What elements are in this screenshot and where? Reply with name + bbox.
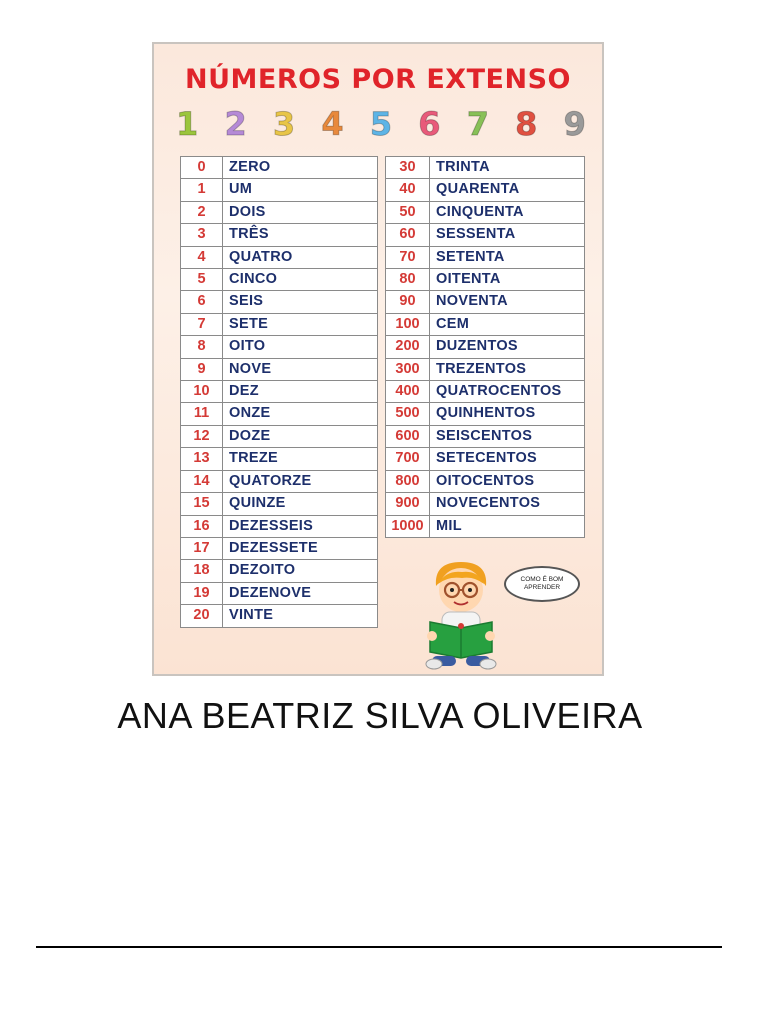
table-row xyxy=(386,358,585,380)
table-row xyxy=(386,313,585,335)
table-row xyxy=(181,403,378,425)
table-row xyxy=(386,291,585,313)
table-row xyxy=(386,201,585,223)
word-cell: QUATORZE xyxy=(223,470,378,492)
word-cell: CINCO xyxy=(223,269,378,291)
word-cell: DUZENTOS xyxy=(430,336,585,358)
number-cell: 30 xyxy=(386,157,430,179)
word-cell: SETENTA xyxy=(430,246,585,268)
decorative-digit-2: 2 xyxy=(224,105,247,143)
number-cell: 100 xyxy=(386,313,430,335)
word-cell: DEZESSEIS xyxy=(223,515,378,537)
number-cell: 18 xyxy=(181,560,223,582)
table-row xyxy=(386,336,585,358)
table-row xyxy=(181,157,378,179)
number-cell: 500 xyxy=(386,403,430,425)
table-row xyxy=(181,448,378,470)
word-cell: QUARENTA xyxy=(430,179,585,201)
table-row xyxy=(386,224,585,246)
word-cell: TREZENTOS xyxy=(430,358,585,380)
word-cell: MIL xyxy=(430,515,585,537)
number-cell: 400 xyxy=(386,381,430,403)
student-name: ANA BEATRIZ SILVA OLIVEIRA xyxy=(117,695,643,736)
table-row xyxy=(181,224,378,246)
table-row xyxy=(181,582,378,604)
decorative-digit-5: 5 xyxy=(369,105,393,143)
number-cell: 300 xyxy=(386,358,430,380)
number-cell: 90 xyxy=(386,291,430,313)
word-cell: VINTE xyxy=(223,605,378,627)
word-cell: QUINZE xyxy=(223,493,378,515)
word-cell: SETE xyxy=(223,313,378,335)
word-cell: CEM xyxy=(430,313,585,335)
table-row xyxy=(181,381,378,403)
table-row xyxy=(181,470,378,492)
word-cell: DOZE xyxy=(223,425,378,447)
word-cell: OITO xyxy=(223,336,378,358)
word-cell: OITOCENTOS xyxy=(430,470,585,492)
word-cell: UM xyxy=(223,179,378,201)
table-row xyxy=(386,470,585,492)
word-cell: SEISCENTOS xyxy=(430,425,585,447)
word-cell: NOVE xyxy=(223,358,378,380)
number-cell: 14 xyxy=(181,470,223,492)
decorative-digits-row xyxy=(176,104,586,144)
table-row xyxy=(181,515,378,537)
number-cell: 1000 xyxy=(386,515,430,537)
reading-boy-illustration xyxy=(416,556,506,672)
table-row xyxy=(386,157,585,179)
decorative-digit-7: 7 xyxy=(466,105,489,143)
number-cell: 6 xyxy=(181,291,223,313)
speech-bubble: COMO É BOM APRENDER xyxy=(504,566,580,602)
poster-title: NÚMEROS POR EXTENSO xyxy=(185,64,571,95)
table-row xyxy=(386,425,585,447)
number-cell: 7 xyxy=(181,313,223,335)
number-cell: 13 xyxy=(181,448,223,470)
table-row xyxy=(181,201,378,223)
word-cell: DOIS xyxy=(223,201,378,223)
number-cell: 50 xyxy=(386,201,430,223)
word-cell: DEZOITO xyxy=(223,560,378,582)
table-row xyxy=(181,358,378,380)
word-cell: QUATROCENTOS xyxy=(430,381,585,403)
word-cell: NOVECENTOS xyxy=(430,493,585,515)
number-cell: 9 xyxy=(181,358,223,380)
number-cell: 5 xyxy=(181,269,223,291)
numbers-table-right xyxy=(385,156,585,538)
word-cell: DEZESSETE xyxy=(223,537,378,559)
word-cell: ONZE xyxy=(223,403,378,425)
decorative-digit-8: 8 xyxy=(515,105,538,143)
word-cell: DEZENOVE xyxy=(223,582,378,604)
number-cell: 40 xyxy=(386,179,430,201)
number-cell: 16 xyxy=(181,515,223,537)
word-cell: TRINTA xyxy=(430,157,585,179)
number-cell: 60 xyxy=(386,224,430,246)
number-cell: 900 xyxy=(386,493,430,515)
number-cell: 800 xyxy=(386,470,430,492)
word-cell: TREZE xyxy=(223,448,378,470)
number-cell: 80 xyxy=(386,269,430,291)
table-row xyxy=(181,537,378,559)
word-cell: SEIS xyxy=(223,291,378,313)
number-cell: 700 xyxy=(386,448,430,470)
decorative-digit-9: 9 xyxy=(563,105,586,143)
table-row xyxy=(181,560,378,582)
word-cell: ZERO xyxy=(223,157,378,179)
word-cell: SESSENTA xyxy=(430,224,585,246)
number-cell: 4 xyxy=(181,246,223,268)
table-row xyxy=(181,425,378,447)
number-cell: 19 xyxy=(181,582,223,604)
table-row xyxy=(386,448,585,470)
table-row xyxy=(181,493,378,515)
word-cell: SETECENTOS xyxy=(430,448,585,470)
word-cell: QUATRO xyxy=(223,246,378,268)
number-cell: 2 xyxy=(181,201,223,223)
table-row xyxy=(181,313,378,335)
number-cell: 600 xyxy=(386,425,430,447)
number-cell: 10 xyxy=(181,381,223,403)
table-row xyxy=(181,269,378,291)
table-row xyxy=(181,605,378,627)
number-cell: 200 xyxy=(386,336,430,358)
table-row xyxy=(386,381,585,403)
table-row xyxy=(181,336,378,358)
decorative-digit-4: 4 xyxy=(321,105,344,143)
table-row xyxy=(181,246,378,268)
number-cell: 20 xyxy=(181,605,223,627)
number-cell: 11 xyxy=(181,403,223,425)
table-row xyxy=(386,246,585,268)
table-row xyxy=(386,269,585,291)
number-cell: 17 xyxy=(181,537,223,559)
numbers-table-left xyxy=(180,156,378,628)
table-row xyxy=(386,515,585,537)
word-cell: DEZ xyxy=(223,381,378,403)
word-cell: CINQUENTA xyxy=(430,201,585,223)
table-row xyxy=(386,493,585,515)
word-cell: TRÊS xyxy=(223,224,378,246)
decorative-digit-3: 3 xyxy=(272,105,296,143)
poster xyxy=(152,42,604,676)
table-row xyxy=(181,179,378,201)
word-cell: QUINHENTOS xyxy=(430,403,585,425)
decorative-digit-1: 1 xyxy=(176,105,199,143)
number-cell: 8 xyxy=(181,336,223,358)
number-cell: 0 xyxy=(181,157,223,179)
number-cell: 70 xyxy=(386,246,430,268)
signature-line xyxy=(36,946,722,948)
number-cell: 3 xyxy=(181,224,223,246)
number-cell: 12 xyxy=(181,425,223,447)
table-row xyxy=(386,403,585,425)
number-cell: 15 xyxy=(181,493,223,515)
word-cell: NOVENTA xyxy=(430,291,585,313)
table-row xyxy=(386,179,585,201)
number-cell: 1 xyxy=(181,179,223,201)
decorative-digit-6: 6 xyxy=(418,105,441,143)
table-row xyxy=(181,291,378,313)
word-cell: OITENTA xyxy=(430,269,585,291)
